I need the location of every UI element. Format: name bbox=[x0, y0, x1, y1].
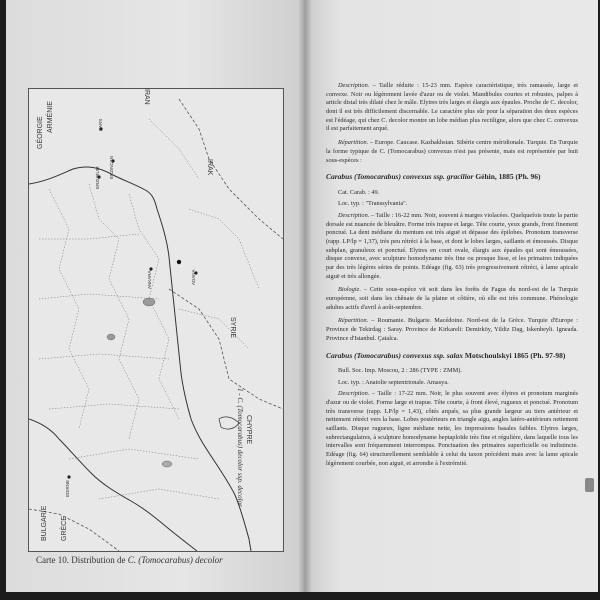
right-page-text bbox=[326, 82, 578, 473]
label-bulgaria: BULGARIE bbox=[41, 505, 48, 541]
paragraph-description-salax: Description. – Taille : 17-22 mm. Noir, le plus souvent avec élytres et pronotum marginés d'azur ou de violet. Forme large et trapue. Tête courte, à front élevé, rugueux et ponctué. Pronotum très transverse (rapp. LP/lp = 1,43), côtés arqués, sa plus grande largeur au tiers antérieur et nettement rétréci vers la base. Lobes postérieurs en triangle aigu, angles latéro-antérieurs nettement saillants. Disque rugueux, ligne médiane nette, les impressions basales faibles. Elytres larges, subrectangulaires, à sculpture homodyname heptaploïde très fine et régulière, dans laquelle tous les intervalles sont fréquemment interrompus. Ponctuation des primaires superficielle ou indistincte. Edéage (fig. 64) structurellement semblable à celui du taxon précédent mais avec la lame apicale légèrement courbée, non aiguë, et arrondie à l'extrémité. bbox=[326, 390, 578, 467]
paragraph-description-gracilior: Description. – Taille : 16-22 mm. Noir, souvent à marges violacées. Quelquefois toute la partie dorsale est nuancée de bleuâtre. Forme très trapue et large. Tête courte, yeux grands, front finement ponctué. La dent médiane du mentum est très aiguë et dépasse des épilobes. Pronotum transverse (rapp. LP/lp = 1,37), très peu rétréci à la base, et dont le lobes larges, saillants et émoussés. Disque subplan, granuleux et ponctué. Elytres en court ovale, élargis aux épaules qui sont émoussées, disque convexe, avec sculpture homodyname très fine ou presque lisse, et les primaires indiquées par des très légères séries de points. Edéage (fig. 63) très progressivement rétréci, à lame apicale aiguë et très allongée. bbox=[326, 211, 578, 280]
city-edirne: EDIRNE bbox=[65, 479, 70, 497]
label-syria: SYRIE bbox=[229, 317, 236, 339]
paragraph-description-species: Description. – Taille réduite : 15-23 mm. Espèce caractéristique, très ramassée, large et convexe. Noir ou légèrement lavée d'azur ou de violet. Mandibules courtes et robustes, palpes à article distal très dilaté chez le mâle. Elytres très larges et élargis aux épaules. Proche de C. decolor, dont il est très difficilement discernable. Le caractère plus sûr pour la séparation des deux espèces est l'édéage, qui chez C. decolor montre un lobe médian plus rectiligne, alors que chez C. convexus il est parfaitement arqué. bbox=[326, 82, 578, 133]
city-adana: ADANA bbox=[191, 269, 196, 285]
label-georgia: GÉORGIE bbox=[37, 116, 44, 149]
paragraph-distribution-species: Répartition. – Europe. Caucase. Kazhakhstan. Sibérie centre méridionale. Turquie. En Turquie la forme typique de C. (Tomocarabus) convexus n'est pas présente, mais est représentée par huit sous-espèces : bbox=[326, 139, 578, 164]
map-caption bbox=[36, 555, 223, 565]
distribution-map bbox=[28, 88, 284, 552]
taxon-heading-gracilior: Carabus (Tomocarabus) convexus ssp. gracilior Géhin, 1885 (Ph. 96) bbox=[326, 172, 541, 182]
label-iran: IRAN bbox=[143, 88, 150, 105]
label-cyprus: CHYPRE bbox=[245, 415, 252, 445]
label-irak: IRAK bbox=[206, 159, 213, 176]
paragraph-distribution-gracilior: Répartition. – Roumanie. Bulgarie. Macédoine. Nord-est de la Grèce. Turquie d'Europe : Province de Tekirdag : Saray. Province de Kirkareli: Demirköy, Yildiz Dag, Iskenbeyli. Igneada. Province d'Istanbul. Çatalca. bbox=[326, 317, 578, 342]
taxon-salax-reference: Bull. Soc. Imp. Moscou, 2 : 286 (TYPE : ZMM). bbox=[338, 366, 462, 374]
book-spread bbox=[6, 0, 598, 592]
city-ankara: ANKARA bbox=[147, 270, 152, 289]
city-kars: KARS bbox=[98, 118, 103, 131]
map-caption-taxon: C. (Tomocarabus) decolor bbox=[127, 555, 223, 565]
city-erzincan: ERZINCAN bbox=[109, 155, 114, 179]
city-erzurum: ERZURUM bbox=[95, 166, 100, 189]
taxon-heading-salax: Carabus (Tomocarabus) convexus ssp. salax Motschoulskyi 1865 (Ph. 97-98) bbox=[326, 350, 566, 360]
label-armenia: ARMÉNIE bbox=[47, 101, 54, 133]
taxon-gracilior-reference: Cat. Carab. : 49. bbox=[338, 188, 380, 196]
map-caption-prefix: Carte 10. Distribution de bbox=[36, 555, 126, 565]
map-legend-vertical: 1 - C. (Tomocarabus) decolor ssp. decolor bbox=[236, 388, 244, 507]
page-edge-tab bbox=[585, 478, 594, 492]
paragraph-biology-gracilior: Biologie. – Cette sous-espèce vit soit dans les forêts de Fagus du nord-est de la Turquie européenne, soit dans les chênaie de la plaine et côtière, où elle est très commune. Phénologie adultes actifs d'avril à août-septembre. bbox=[326, 286, 578, 311]
taxon-gracilior-type-locality: Loc. typ. : "Transsylvania". bbox=[338, 200, 408, 208]
label-greece: GRÈCE bbox=[61, 516, 68, 541]
left-page bbox=[6, 0, 304, 592]
taxon-salax-type-locality: Loc. typ. : Anatolie septentrionale. Amasya. bbox=[338, 378, 449, 386]
